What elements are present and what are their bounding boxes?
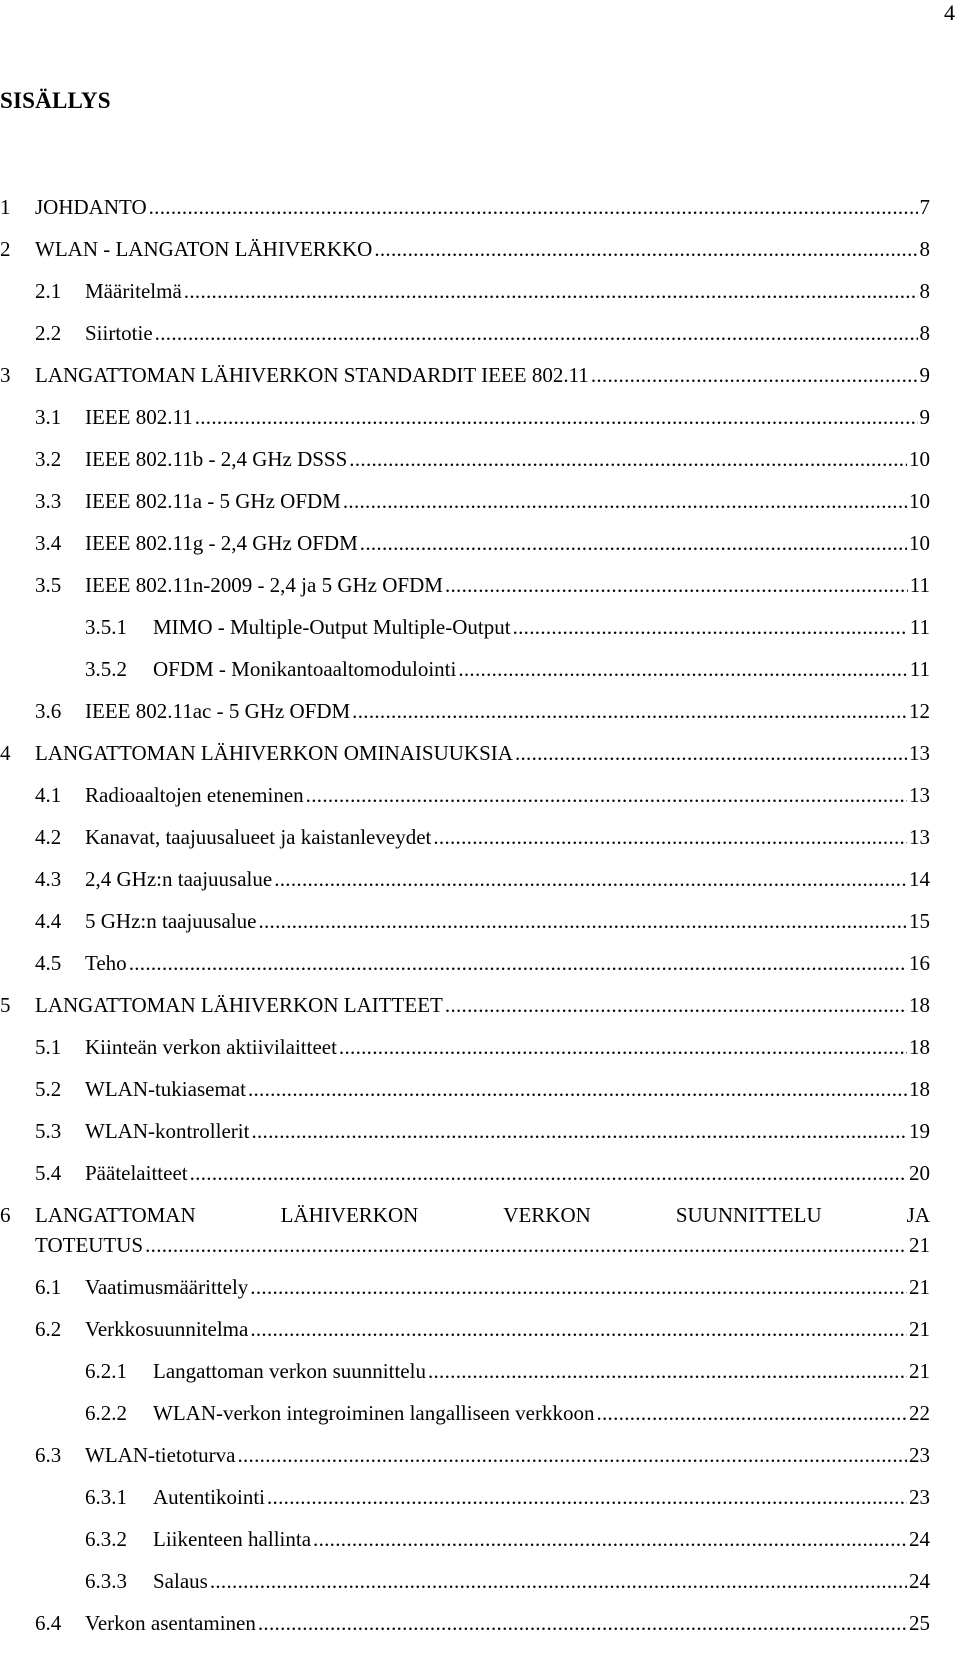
toc-entry-title: WLAN-verkon integroiminen langalliseen verkkoon (153, 1401, 595, 1425)
toc-entry-page: 24 (909, 1527, 930, 1551)
toc-dot-leader (428, 1356, 907, 1386)
toc-entry-number: 5.2 (35, 1077, 62, 1101)
toc-entry-title: IEEE 802.11ac - 5 GHz OFDM (85, 699, 351, 723)
toc-entry-number: 2.1 (35, 279, 62, 303)
toc-entry-title: Määritelmä (85, 279, 182, 303)
toc-entry-title: Teho (85, 951, 127, 975)
toc-dot-leader (343, 486, 907, 516)
toc-entry[interactable] (0, 276, 930, 318)
toc-entry-page: 11 (909, 615, 930, 639)
toc-entry-page: 11 (909, 573, 930, 597)
toc-entry[interactable] (0, 696, 930, 738)
toc-entry[interactable] (0, 1074, 930, 1116)
toc-entry[interactable] (0, 1272, 930, 1314)
toc-entry-number: 6.4 (35, 1611, 62, 1635)
toc-dot-leader (339, 1032, 907, 1062)
toc-entry-number: 6.2 (35, 1317, 62, 1341)
toc-entry-title: LANGATTOMAN LÄHIVERKON OMINAISUUKSIA (35, 741, 513, 765)
toc-entry[interactable] (0, 444, 930, 486)
toc-entry-page: 15 (909, 909, 930, 933)
toc-entry-page: 18 (909, 1035, 930, 1059)
toc-entry[interactable] (0, 402, 930, 444)
toc-entry-page: 13 (909, 783, 930, 807)
toc-entry-page: 13 (909, 825, 930, 849)
toc-entry-title: Siirtotie (85, 321, 153, 345)
toc-entry-page: 21 (909, 1359, 930, 1383)
toc-entry-title: IEEE 802.11 (85, 405, 193, 429)
toc-entry[interactable] (0, 1482, 930, 1524)
toc-entry-number: 2.2 (35, 321, 62, 345)
toc-dot-leader (360, 528, 907, 558)
toc-entry-number: 5.1 (35, 1035, 62, 1059)
toc-dot-leader (129, 948, 907, 978)
toc-entry-title: 5 GHz:n taajuusalue (85, 909, 257, 933)
toc-entry-title: WLAN-tukiasemat (85, 1077, 246, 1101)
toc-entry-page: 22 (909, 1401, 930, 1425)
toc-entry-number: 4.1 (35, 783, 62, 807)
toc-entry[interactable] (0, 612, 930, 654)
toc-entry-page: 23 (909, 1485, 930, 1509)
toc-entry-number: 3.5 (35, 573, 62, 597)
toc-dot-leader (258, 1608, 907, 1638)
toc-dot-leader (513, 612, 908, 642)
toc-dot-leader (258, 906, 907, 936)
toc-entry-page: 14 (909, 867, 930, 891)
toc-entry-title: Liikenteen hallinta (153, 1527, 312, 1551)
toc-dot-leader (184, 276, 918, 306)
toc-entry-title: Kanavat, taajuusalueet ja kaistanleveydet (85, 825, 432, 849)
toc-entry-page: 16 (909, 951, 930, 975)
toc-entry-title: LANGATTOMAN LÄHIVERKON STANDARDIT IEEE 802.11 (35, 363, 589, 387)
toc-dot-leader (515, 738, 907, 768)
toc-entry-number: 4 (0, 741, 11, 765)
toc-entry[interactable] (0, 1032, 930, 1074)
toc-dot-leader (210, 1566, 907, 1596)
toc-entry-title: IEEE 802.11b - 2,4 GHz DSSS (85, 447, 348, 471)
toc-entry-number: 5.4 (35, 1161, 62, 1185)
toc-entry-page: 9 (919, 363, 930, 387)
toc-entry-title: IEEE 802.11n-2009 - 2,4 ja 5 GHz OFDM (85, 573, 443, 597)
toc-entry[interactable] (0, 1356, 930, 1398)
toc-entry-page: 25 (909, 1611, 930, 1635)
toc-entry-number: 3 (0, 363, 11, 387)
toc-entry[interactable] (0, 528, 930, 570)
toc-dot-leader (352, 696, 907, 726)
toc-entry-number: 3.2 (35, 447, 62, 471)
toc-dot-leader (250, 1314, 907, 1344)
toc-entry-title: Päätelaitteet (85, 1161, 188, 1185)
toc-entry[interactable] (0, 780, 930, 822)
toc-entry[interactable] (0, 948, 930, 990)
toc-entry-number: 4.3 (35, 867, 62, 891)
toc-entry-title: 2,4 GHz:n taajuusalue (85, 867, 273, 891)
toc-entry[interactable] (0, 318, 930, 360)
toc-dot-leader (445, 990, 907, 1020)
toc-entry[interactable] (0, 990, 930, 1032)
toc-entry[interactable] (0, 1314, 930, 1356)
toc-dot-leader (313, 1524, 907, 1554)
toc-entry-page: 20 (909, 1161, 930, 1185)
toc-entry-title-word: LÄHIVERKON (280, 1203, 419, 1227)
toc-entry[interactable] (0, 906, 930, 948)
toc-dot-leader (145, 1230, 907, 1260)
toc-entry-page: 18 (909, 993, 930, 1017)
toc-entry-page: 21 (909, 1233, 930, 1257)
toc-entry-title: Radioaaltojen eteneminen (85, 783, 304, 807)
toc-entry-title: LANGATTOMAN LÄHIVERKON LAITTEET (35, 993, 443, 1017)
toc-entry-title: IEEE 802.11g - 2,4 GHz OFDM (85, 531, 358, 555)
toc-entry-page: 21 (909, 1275, 930, 1299)
toc-entry-number: 6.3.2 (85, 1527, 127, 1551)
toc-entry-number: 6.3.1 (85, 1485, 127, 1509)
toc-entry-page: 13 (909, 741, 930, 765)
toc-dot-leader (250, 1272, 907, 1302)
toc-entry-title: WLAN-tietoturva (85, 1443, 236, 1467)
toc-entry-number: 6.1 (35, 1275, 62, 1299)
table-of-contents (0, 192, 930, 1650)
toc-entry-title: Langattoman verkon suunnittelu (153, 1359, 426, 1383)
toc-entry-title: OFDM - Monikantoaaltomodulointi (153, 657, 457, 681)
toc-entry-title: Verkon asentaminen (85, 1611, 256, 1635)
toc-entry[interactable] (0, 822, 930, 864)
toc-title: SISÄLLYS (0, 88, 111, 113)
toc-entry-title: Autentikointi (153, 1485, 265, 1509)
toc-dot-leader (274, 864, 907, 894)
toc-entry-page: 8 (919, 237, 930, 261)
toc-entry-number: 5 (0, 993, 11, 1017)
toc-entry-page: 10 (909, 447, 930, 471)
toc-dot-leader (349, 444, 907, 474)
toc-dot-leader (267, 1482, 907, 1512)
toc-entry[interactable] (0, 864, 930, 906)
toc-entry[interactable] (0, 234, 930, 276)
toc-entry-title: JOHDANTO (35, 195, 147, 219)
toc-entry-number: 3.6 (35, 699, 62, 723)
toc-entry-number: 6.3.3 (85, 1569, 127, 1593)
toc-entry-page: 21 (909, 1317, 930, 1341)
toc-entry[interactable] (0, 1440, 930, 1482)
toc-dot-leader (596, 1398, 907, 1428)
toc-dot-leader (251, 1116, 907, 1146)
toc-dot-leader (445, 570, 908, 600)
toc-entry-title: Salaus (153, 1569, 208, 1593)
toc-entry-title: Vaatimusmäärittely (85, 1275, 249, 1299)
toc-entry[interactable] (0, 1566, 930, 1608)
toc-entry-number: 3.5.1 (85, 615, 127, 639)
toc-entry-title: Verkkosuunnitelma (85, 1317, 249, 1341)
toc-entry-title-line (35, 1200, 930, 1230)
toc-entry[interactable] (0, 192, 930, 234)
toc-entry-title: TOTEUTUS (35, 1233, 144, 1257)
toc-entry-title: IEEE 802.11a - 5 GHz OFDM (85, 489, 341, 513)
toc-entry-number: 6.2.1 (85, 1359, 127, 1383)
toc-dot-leader (237, 1440, 907, 1470)
toc-entry-number: 6.3 (35, 1443, 62, 1467)
toc-entry-page: 9 (919, 405, 930, 429)
toc-entry-number: 6 (0, 1203, 11, 1227)
toc-entry-number: 3.4 (35, 531, 62, 555)
toc-entry[interactable] (0, 1200, 930, 1272)
toc-entry-page: 18 (909, 1077, 930, 1101)
toc-entry-page: 24 (909, 1569, 930, 1593)
page-number: 4 (944, 0, 955, 25)
toc-entry-page: 19 (909, 1119, 930, 1143)
toc-entry-number: 2 (0, 237, 11, 261)
toc-entry-title-word: JA (906, 1203, 930, 1227)
toc-entry-title: WLAN - LANGATON LÄHIVERKKO (35, 237, 373, 261)
toc-entry-number: 4.4 (35, 909, 62, 933)
toc-entry[interactable] (0, 1524, 930, 1566)
toc-entry-page: 10 (909, 531, 930, 555)
toc-entry[interactable] (0, 360, 930, 402)
toc-entry[interactable] (0, 1398, 930, 1440)
toc-dot-leader (306, 780, 907, 810)
toc-entry-page: 8 (919, 279, 930, 303)
toc-entry-number: 6.2.2 (85, 1401, 127, 1425)
toc-entry-title-word: SUUNNITTELU (675, 1203, 822, 1227)
toc-dot-leader (591, 360, 918, 390)
toc-entry[interactable] (0, 1608, 930, 1650)
toc-entry[interactable] (0, 738, 930, 780)
toc-entry-page: 8 (919, 321, 930, 345)
toc-dot-leader (190, 1158, 907, 1188)
toc-entry-title-word: VERKON (503, 1203, 591, 1227)
toc-entry-number: 1 (0, 195, 11, 219)
toc-dot-leader (149, 192, 918, 222)
toc-entry-number: 3.1 (35, 405, 62, 429)
toc-entry-title-word: LANGATTOMAN (35, 1203, 196, 1227)
toc-dot-leader (374, 234, 917, 264)
toc-dot-leader (248, 1074, 907, 1104)
toc-entry[interactable] (0, 1116, 930, 1158)
toc-entry-title: WLAN-kontrollerit (85, 1119, 250, 1143)
toc-entry-page: 10 (909, 489, 930, 513)
toc-entry-title: Kiinteän verkon aktiivilaitteet (85, 1035, 337, 1059)
toc-entry[interactable] (0, 654, 930, 696)
toc-entry[interactable] (0, 486, 930, 528)
toc-dot-leader (195, 402, 918, 432)
toc-dot-leader (458, 654, 907, 684)
toc-entry-number: 3.3 (35, 489, 62, 513)
toc-entry-number: 3.5.2 (85, 657, 127, 681)
toc-entry[interactable] (0, 1158, 930, 1200)
toc-entry-page: 7 (919, 195, 930, 219)
toc-dot-leader (155, 318, 918, 348)
toc-entry-number: 4.2 (35, 825, 62, 849)
toc-entry-page: 23 (909, 1443, 930, 1467)
toc-entry-title: MIMO - Multiple-Output Multiple-Output (153, 615, 511, 639)
toc-entry-page: 12 (909, 699, 930, 723)
toc-dot-leader (433, 822, 907, 852)
toc-entry-number: 5.3 (35, 1119, 62, 1143)
toc-entry-page: 11 (909, 657, 930, 681)
toc-entry-number: 4.5 (35, 951, 62, 975)
toc-entry[interactable] (0, 570, 930, 612)
